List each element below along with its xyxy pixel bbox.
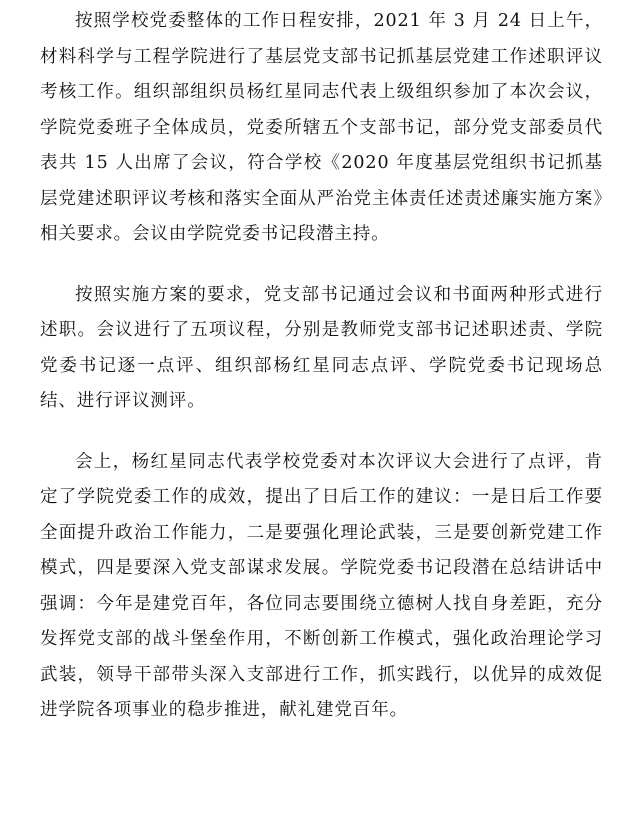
paragraph-meeting-remarks: 会上，杨红星同志代表学校党委对本次评议大会进行了点评，肯定了学院党委工作的成效，提出了日后工作的建议：一是日后工作要全面提升政治工作能力，二是要强化理论武装，三是要创新党建工作模式，四是要深入党支部谋求发展。学院党委书记段潜在总结讲话中强调：今年是建党百年，各位同志要围绕立德树人找自身差距，充分发挥党支部的战斗堡垒作用，不断创新工作模式，强化政治理论学习武装，领导干部带头深入支部进行工作，抓实践行，以优异的成效促进学院各项事业的稳步推进，献礼建党百年。 [40, 451, 603, 720]
paragraph-meeting-agenda: 按照实施方案的要求，党支部书记通过会议和书面两种形式进行述职。会议进行了五项议程，分别是教师党支部书记述职述责、学院党委书记逐一点评、组织部杨红星同志点评、学院党委书记现场总结、进行评议测评。 [40, 284, 603, 411]
paragraph-meeting-overview: 按照学校党委整体的工作日程安排，2021 年 3 月 24 日上午，材料科学与工程学院进行了基层党支部书记抓基层党建工作述职评议考核工作。组织部组织员杨红星同志代表上级组织参加了本次会议，学院党委班子全体成员，党委所辖五个支部书记，部分党支部委员代表共 15 人出席了会议，符合学校《2020 年度基层党组织书记抓基层党建述职评议考核和落实全面从严治党主体责任述责述廉实施方案》相关要求。会议由学院党委书记段潜主持。 [40, 11, 603, 244]
